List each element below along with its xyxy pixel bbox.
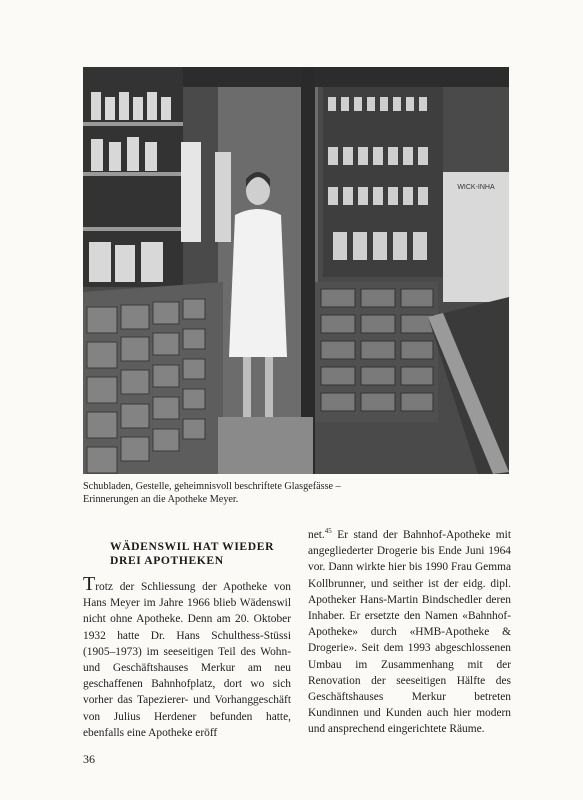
- pharmacy-photo: [83, 67, 509, 474]
- right-lead: net.: [308, 529, 325, 541]
- right-paragraph: Er stand der Bahnhof-Apotheke mit angegliederter Drogerie bis Ende Juni 1964 vor. Dann wirkte hier bis 1990 Frau Gemma Kollbrunner, und seither ist der eidg. dipl. Apotheker Hans-Martin Bindschedler deren Inhaber. Er ersetzte den Namen «Bahnhof-Apotheke» durch «HMB-Apotheke & Drogerie». Seit dem 1993 abgeschlossenen Umbau im Zusammenhang mit der Renovation der seeseitigen Hälfte des Geschäftshauses Merkur betreten Kundinnen und Kunden auch hier modern und ansprechend eingerichtete Räume.: [308, 529, 511, 736]
- left-body-text: [83, 573, 291, 741]
- poster-text: WICK-INHA: [457, 184, 495, 191]
- right-column: [308, 527, 511, 738]
- drop-cap: T: [83, 573, 96, 595]
- caption-line-1: Schubladen, Gestelle, geheimnisvoll beschriftete Glasgefässe –: [83, 481, 341, 492]
- right-body-text: [308, 527, 511, 738]
- page-number: 36: [83, 752, 95, 766]
- section-heading-line-2: DREI APOTHEKEN: [110, 554, 224, 567]
- photo-caption: [83, 480, 383, 506]
- section-heading-line-1: WÄDENSWIL HAT WIEDER: [110, 540, 275, 553]
- section-heading: [110, 540, 291, 568]
- left-column: [83, 540, 291, 741]
- caption-line-2: Erinnerungen an die Apotheke Meyer.: [83, 494, 239, 505]
- left-paragraph: rotz der Schliessung der Apotheke von Hans Meyer im Jahre 1966 blieb Wädenswil nicht ohne Apotheke. Denn am 20. Oktober 1932 hatte Dr. Hans Schulthess-Stüssi (1905–1973) im seeseitigen Teil des Wohn- und Geschäftshauses Merkur am neu geschaffenen Bahnhofplatz, dort wo sich vorher das Tapezierer- und Vorhanggeschäft von Julius Herdener befunden hatte, ebenfalls eine Apotheke eröff: [83, 581, 291, 739]
- pharmacy-photo-graphic: [83, 67, 509, 474]
- footnote-marker: 45: [324, 527, 332, 536]
